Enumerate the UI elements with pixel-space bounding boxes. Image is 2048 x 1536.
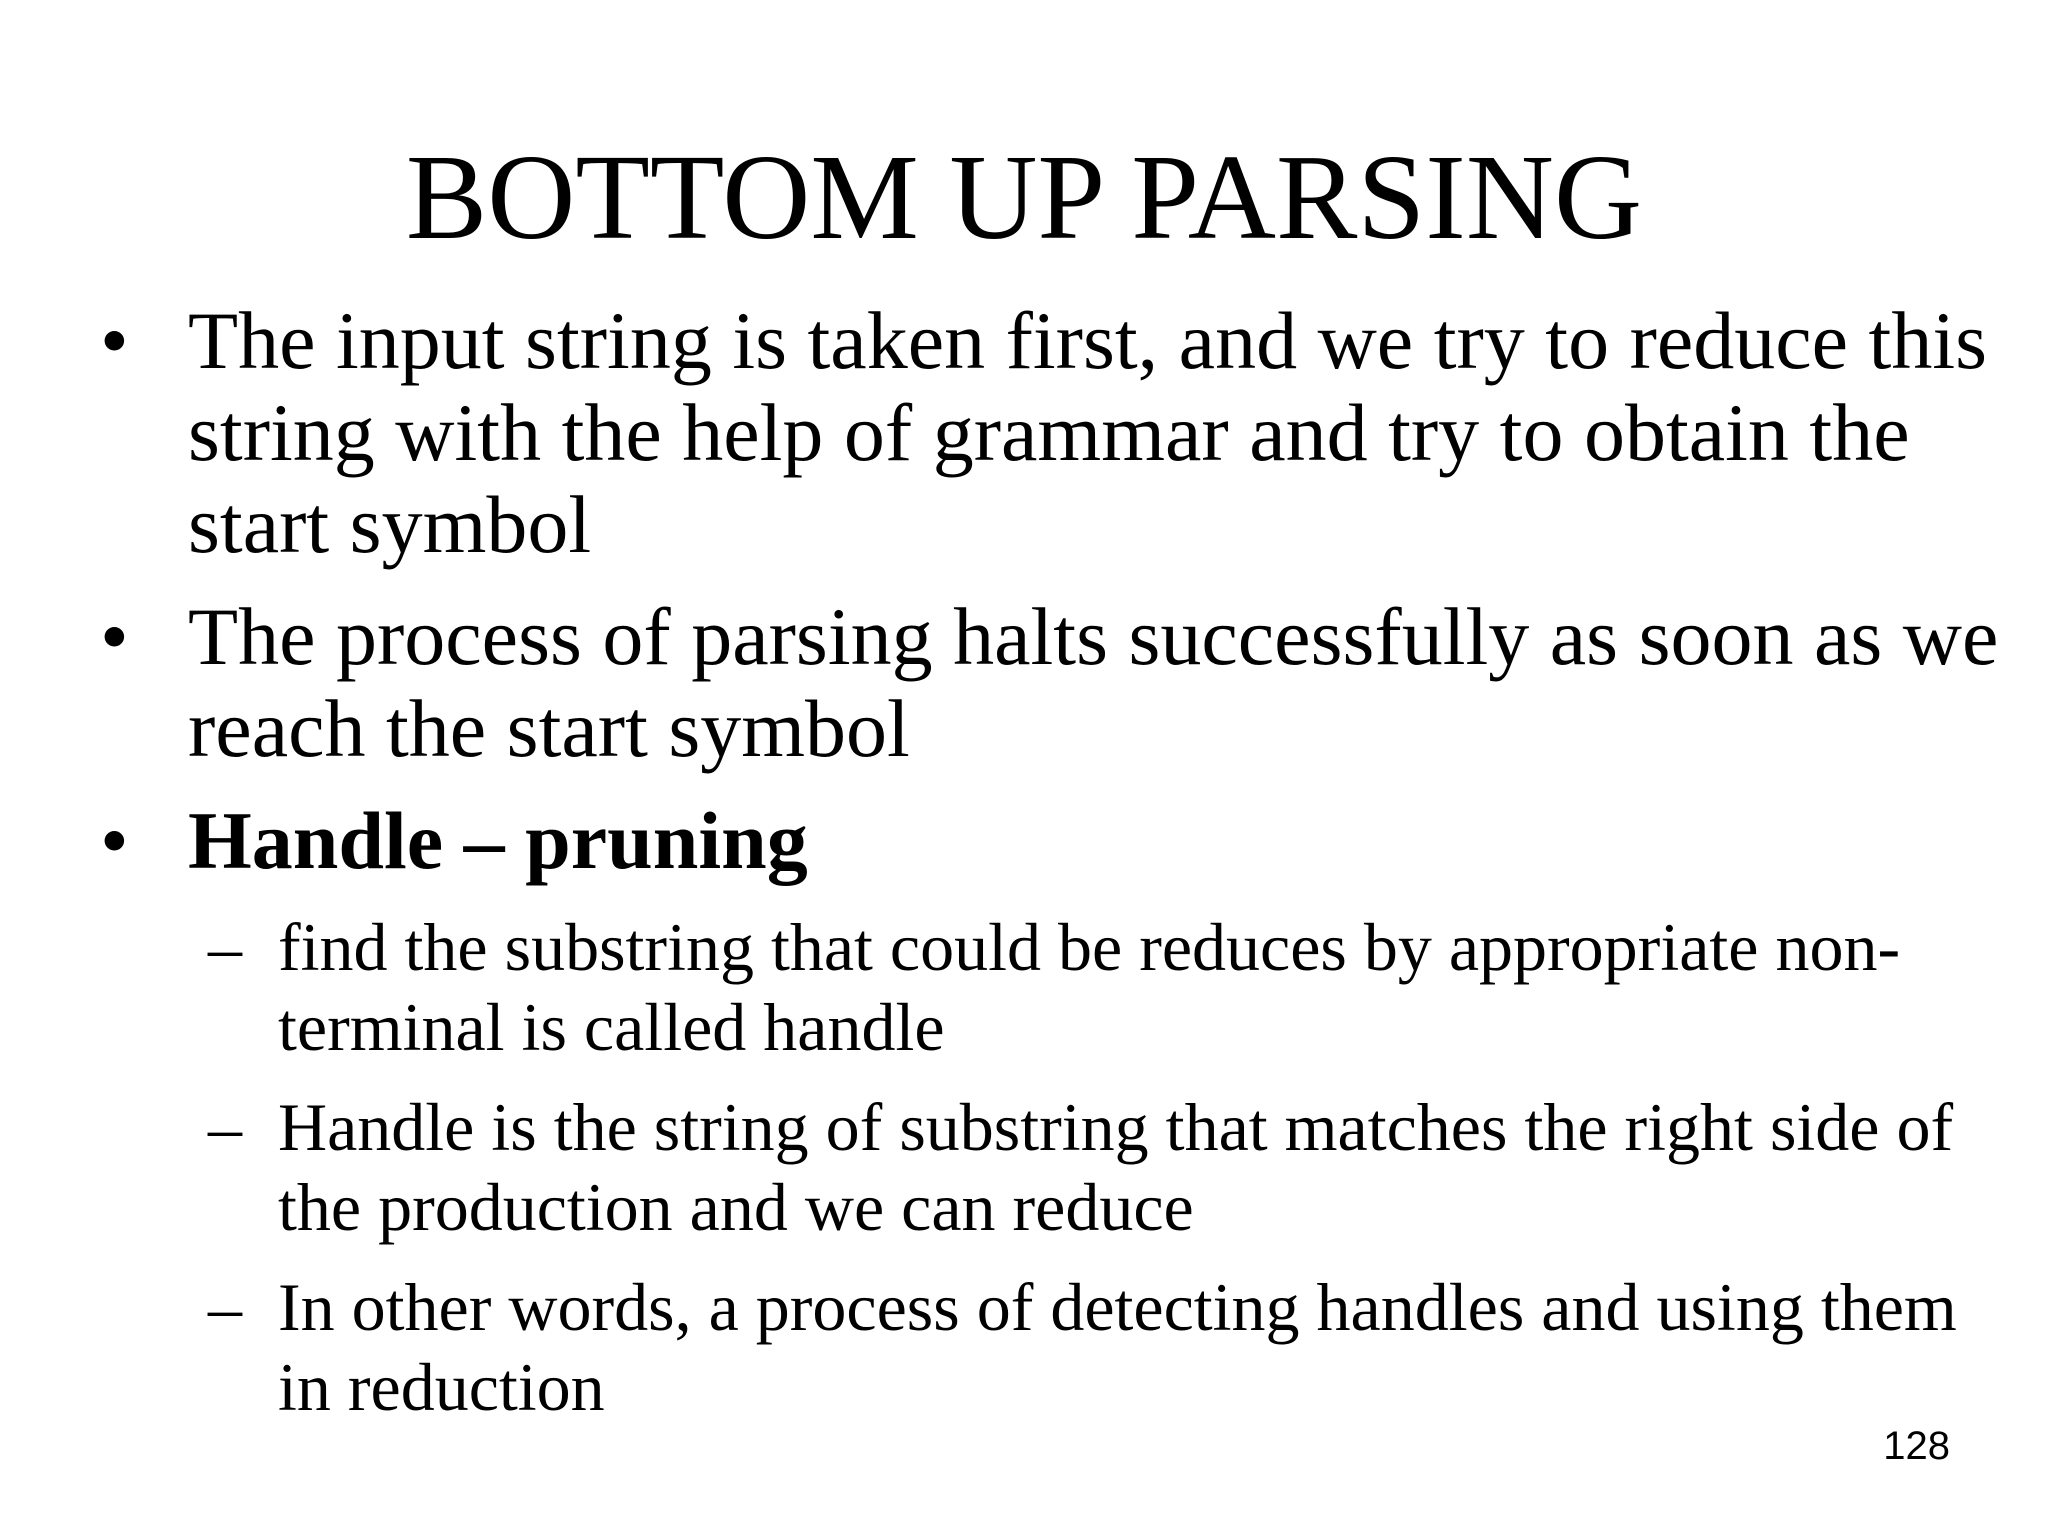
sub-bullet-text: Handle is the string of substring that matches the right side of the production and we can reduce — [278, 1089, 1954, 1245]
sub-bullet-text: find the substring that could be reduces by appropriate non-terminal is called handle — [278, 909, 1901, 1065]
sub-bullet-item — [100, 1087, 2000, 1247]
sub-bullet-item — [100, 907, 2000, 1067]
dash-marker: – — [208, 909, 242, 985]
bullet-marker: • — [100, 591, 129, 682]
sub-bullet-item — [100, 1267, 2000, 1427]
slide-title: BOTTOM UP PARSING — [405, 130, 1643, 265]
bullet-list — [100, 295, 2000, 1447]
bullet-text: The process of parsing halts successfully as soon as we reach the start symbol — [188, 591, 1999, 774]
sub-bullet-text: In other words, a process of detecting handles and using them in reduction — [278, 1269, 1957, 1425]
dash-marker: – — [208, 1269, 242, 1345]
dash-marker: – — [208, 1089, 242, 1165]
sub-bullet-list — [100, 907, 2000, 1427]
bullet-item — [100, 295, 2000, 571]
bullet-item — [100, 591, 2000, 775]
bullet-text: The input string is taken first, and we try to reduce this string with the help of grammar and try to obtain the start symbol — [188, 295, 1988, 570]
bullet-item-handle-pruning — [100, 795, 2000, 887]
bullet-marker: • — [100, 795, 129, 886]
bullet-heading: Handle – pruning — [188, 795, 808, 886]
page-number: 128 — [1883, 1424, 1950, 1468]
bullet-marker: • — [100, 295, 129, 386]
